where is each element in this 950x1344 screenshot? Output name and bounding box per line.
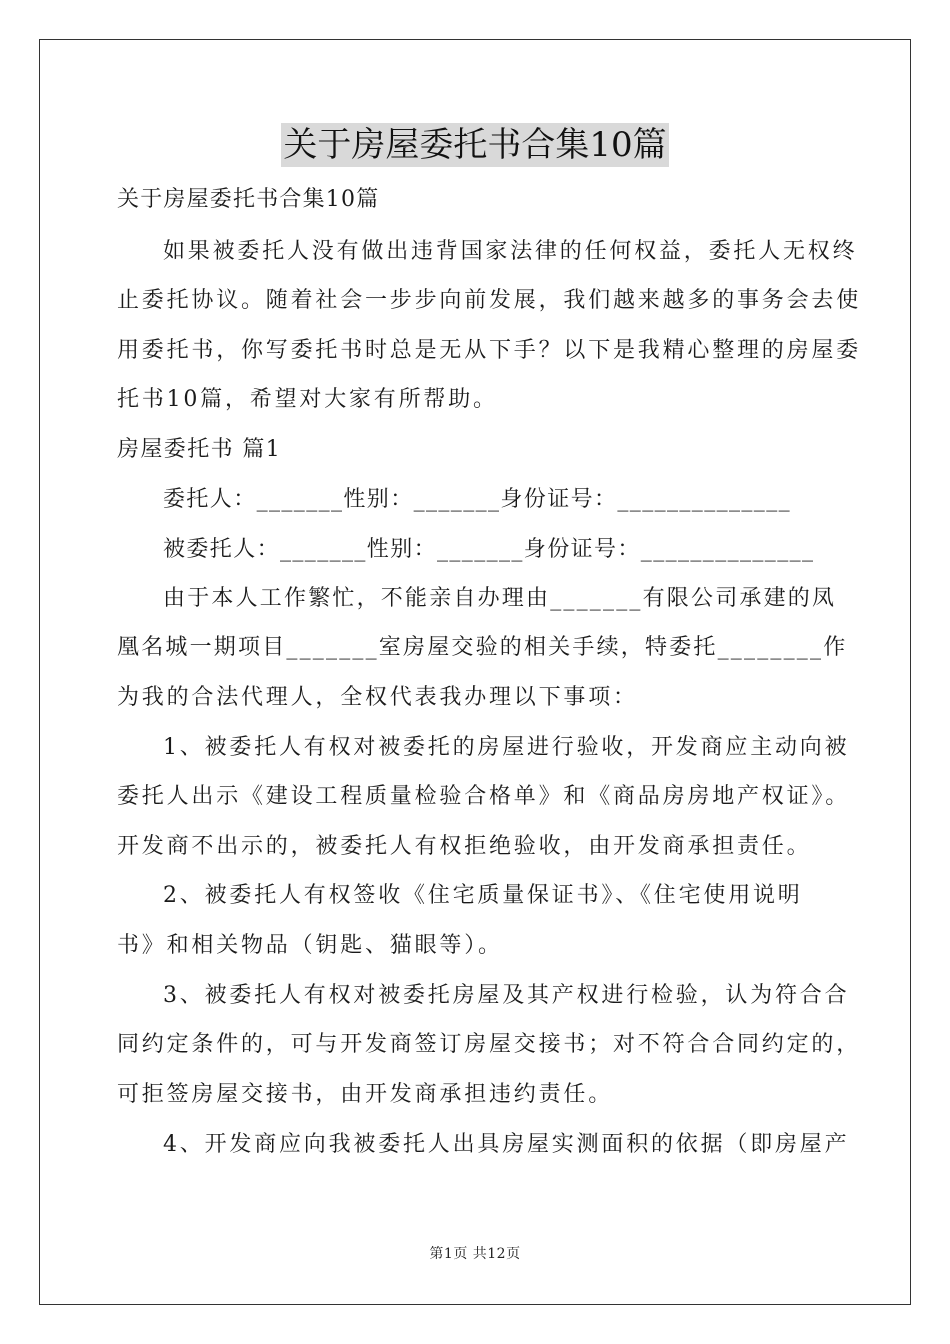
paragraph-line: 用委托书，你写委托书时总是无从下手？以下是我精心整理的房屋委 [117, 338, 862, 363]
paragraph-line: 4、开发商应向我被委托人出具房屋实测面积的依据（即房屋产 [163, 1132, 850, 1157]
paragraph-line: 书》和相关物品（钥匙、猫眼等）。 [117, 933, 503, 958]
document-subtitle: 关于房屋委托书合集10篇 [117, 187, 380, 212]
paragraph-line: 为我的合法代理人，全权代表我办理以下事项： [117, 685, 638, 710]
paragraph-line: 委托人出示《建设工程质量检验合格单》和《商品房房地产权证》。 [117, 784, 851, 809]
paragraph-line: 开发商不出示的，被委托人有权拒绝验收，由开发商承担责任。 [117, 834, 812, 859]
paragraph-line: 由于本人工作繁忙，不能亲自办理由_______有限公司承建的凤 [163, 586, 837, 611]
paragraph-line: 同约定条件的，可与开发商签订房屋交接书；对不符合合同约定的， [117, 1032, 862, 1057]
paragraph-line: 托书10篇，希望对大家有所帮助。 [117, 387, 498, 412]
paragraph-line: 可拒签房屋交接书，由开发商承担违约责任。 [117, 1082, 614, 1107]
page-border [39, 39, 911, 1305]
document-title: 关于房屋委托书合集10篇 [283, 125, 667, 165]
section-heading: 房屋委托书 篇1 [117, 437, 282, 462]
form-field-line: 被委托人：_______性别：_______身份证号：______________ [163, 537, 815, 562]
page-footer: 第1页 共12页 [429, 1246, 521, 1262]
paragraph-line: 3、被委托人有权对被委托房屋及其产权进行检验，认为符合合 [163, 983, 850, 1008]
form-field-line: 委托人：_______性别：_______身份证号：______________ [163, 487, 792, 512]
paragraph-line: 止委托协议。随着社会一步步向前发展，我们越来越多的事务会去使 [117, 288, 862, 313]
title-container [0, 123, 950, 167]
paragraph-line: 凰名城一期项目_______室房屋交验的相关手续，特委托________作 [117, 635, 848, 660]
paragraph-line: 1、被委托人有权对被委托的房屋进行验收，开发商应主动向被 [163, 735, 850, 760]
paragraph-line: 2、被委托人有权签收《住宅质量保证书》、《住宅使用说明 [163, 883, 803, 908]
paragraph-line: 如果被委托人没有做出违背国家法律的任何权益，委托人无权终 [163, 239, 858, 264]
